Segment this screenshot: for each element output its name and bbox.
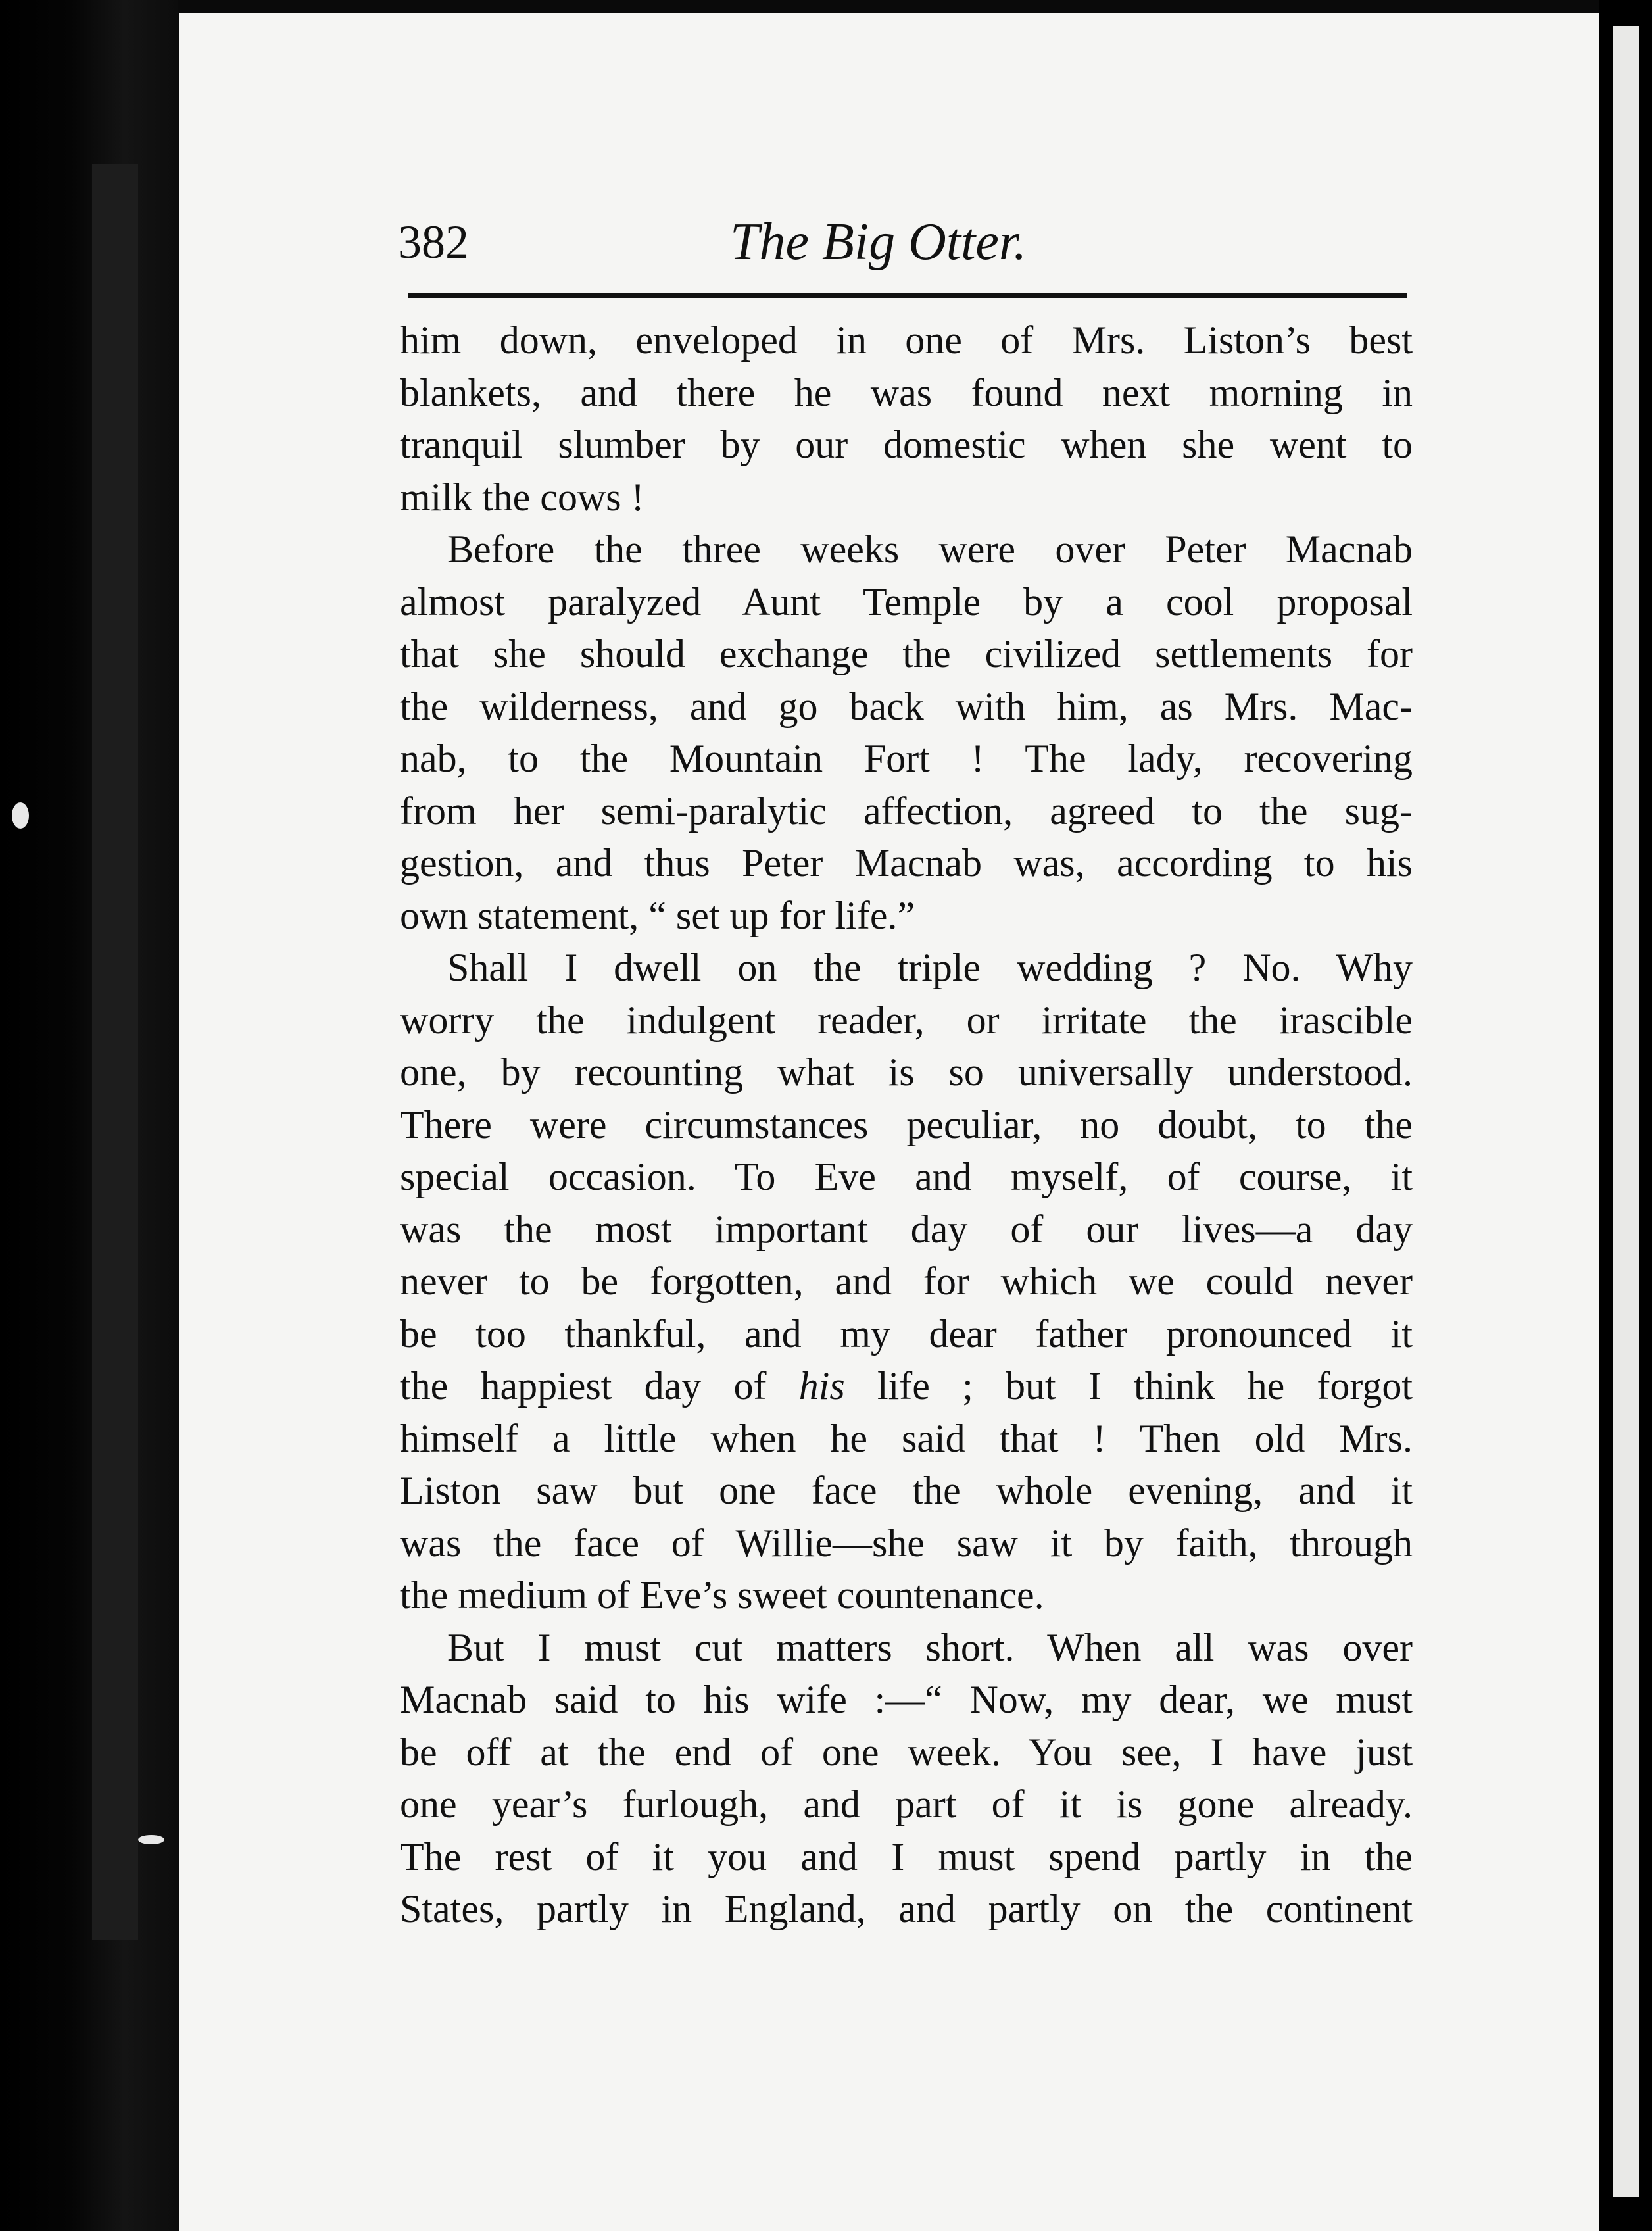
page-number: 382 xyxy=(398,216,469,268)
text-line: own statement, “ set up for life.” xyxy=(400,893,915,937)
text-line: be too thankful, and my dear father pronounced it xyxy=(400,1312,1413,1356)
text-line: one year’s furlough, and part of it is gone already. xyxy=(400,1782,1413,1826)
text-line: worry the indulgent reader, or irritate the irascible xyxy=(400,998,1413,1042)
text-line: tranquil slumber by our domestic when she went to xyxy=(400,423,1413,466)
text-line: special occasion. To Eve and myself, of course, it xyxy=(400,1155,1413,1198)
text-line: was the face of Willie—she saw it by faith, through xyxy=(400,1521,1413,1565)
text-line: himself a little when he said that ! Then old Mrs. xyxy=(400,1416,1413,1460)
scan-speck xyxy=(12,802,29,829)
text-line: him down, enveloped in one of Mrs. Liston’s best xyxy=(400,318,1413,362)
text-line: almost paralyzed Aunt Temple by a cool proposal xyxy=(400,579,1413,624)
text-line: There were circumstances peculiar, no doubt, to the xyxy=(400,1102,1413,1146)
text-line: But I must cut matters short. When all was over xyxy=(447,1625,1413,1669)
text-line: Macnab said to his wife :—“ Now, my dear, we must xyxy=(400,1678,1413,1721)
text-line: that she should exchange the civilized settlements for xyxy=(400,632,1413,675)
text-line: Before the three weeks were over Peter Macnab xyxy=(447,527,1413,571)
body-text xyxy=(400,314,1413,1936)
text-segment: life ; but I think he forgot xyxy=(844,1364,1413,1408)
running-title: The Big Otter. xyxy=(730,213,1027,271)
text-line: the medium of Eve’s sweet countenance. xyxy=(400,1573,1044,1617)
text-segment: the happiest day of xyxy=(400,1364,799,1408)
page-header xyxy=(398,209,1404,282)
text-line: the wilderness, and go back with him, as Mrs. Mac- xyxy=(400,684,1413,728)
scan-speck xyxy=(138,1835,164,1844)
book-spine-edge xyxy=(0,0,178,2231)
text-line: was the most important day of our lives—a day xyxy=(400,1207,1413,1251)
text-line: The rest of it you and I must spend partly in the xyxy=(400,1834,1413,1878)
italic-word: his xyxy=(798,1364,845,1408)
spine-shadow xyxy=(92,164,138,1940)
text-line: from her semi-paralytic affection, agreed to the sug- xyxy=(400,789,1413,833)
text-line: gestion, and thus Peter Macnab was, according to his xyxy=(400,841,1413,885)
text-line: nab, to the Mountain Fort ! The lady, recovering xyxy=(400,737,1413,780)
next-page-strip xyxy=(1613,26,1639,2197)
text-line: one, by recounting what is so universally understood. xyxy=(400,1050,1413,1094)
text-line: Liston saw but one face the whole evening, and it xyxy=(400,1469,1413,1512)
text-line: blankets, and there he was found next morning in xyxy=(400,370,1413,414)
text-line: Shall I dwell on the triple wedding ? No. Why xyxy=(447,946,1413,989)
text-line: be off at the end of one week. You see, I have just xyxy=(400,1730,1413,1774)
text-line: milk the cows ! xyxy=(400,475,644,519)
text-line: never to be forgotten, and for which we could never xyxy=(400,1260,1413,1303)
header-rule xyxy=(408,293,1407,298)
text-line: States, partly in England, and partly on the continent xyxy=(400,1887,1413,1930)
text-line xyxy=(400,1360,1413,1413)
